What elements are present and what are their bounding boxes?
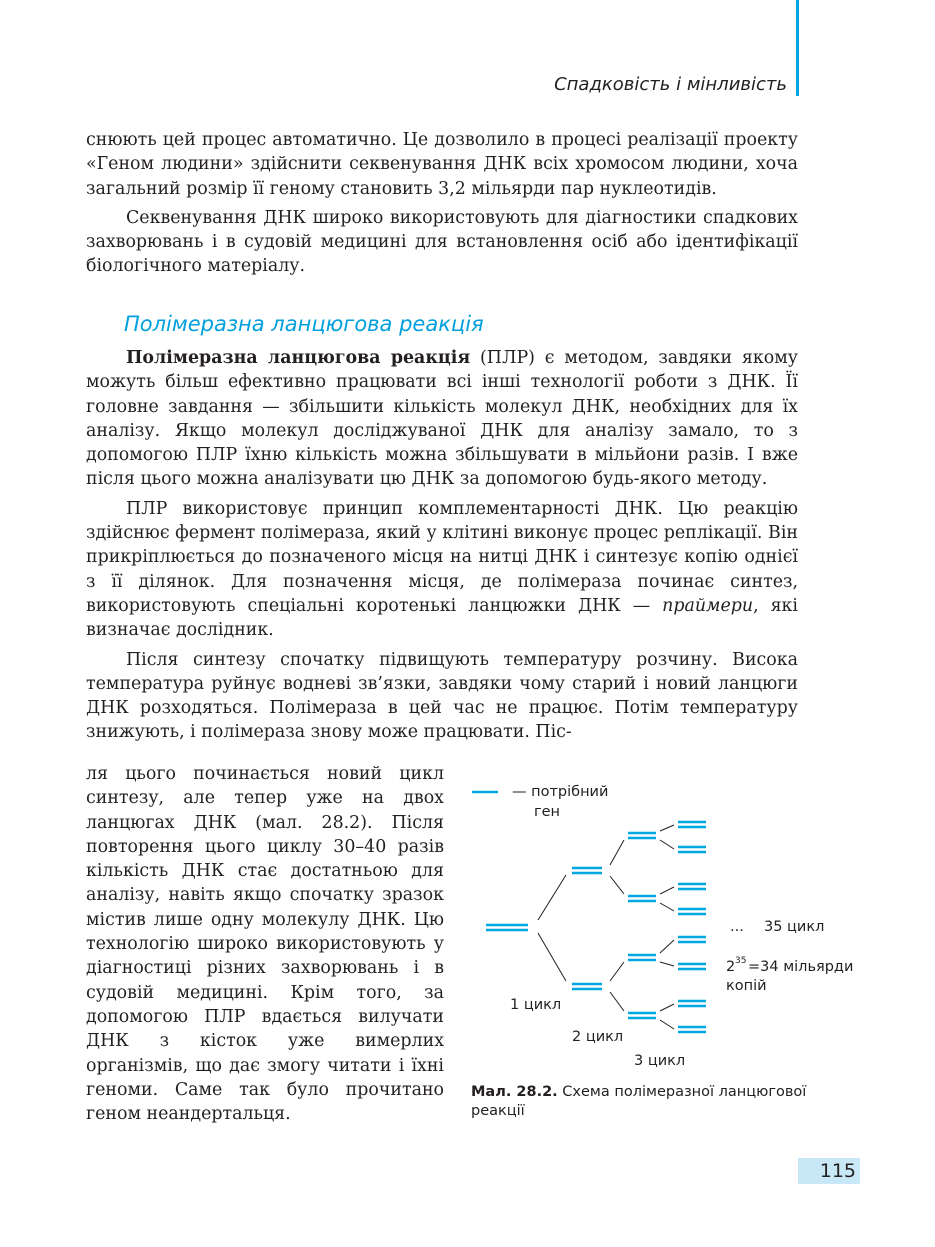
paragraph-1: снюють цей процес автоматично. Це дозволило в процесі реалізації проекту «Геном людини» здійснити секвенування ДНК всіх хромосом людини, хоча загальний розмір її геному становить 3,2 мільярди пар нуклеотидів. <box>86 130 798 199</box>
running-header: Спадковість і мінливість <box>554 74 787 95</box>
section-heading: Полімеразна ланцюгова реакція <box>124 312 484 336</box>
pcr-diagram <box>462 775 882 1075</box>
ellipsis: ... <box>730 919 744 935</box>
paragraph-4-end: , які визначає дослідник. <box>86 595 798 641</box>
paragraph-5-continued: ля цього починається новий цикл синтезу, але тепер уже на двох ланцюгах ДНК (мал. 28.2). Після повторення цього циклу 30–40 разів кількість ДНК стає достатньою для аналізу, навіть якщо спочатку зразок містив лише одну молекулу ДНК. Цю технологію широко використовують у діагностиці різних захворювань і в судовій медицині. Крім того, за допомогою ПЛР вдається вилучати ДНК з кісток уже вимерлих організмів, що дає змогу читати і їхні геноми. Саме так було прочитано геном неандертальця. <box>86 764 444 1125</box>
caption-label: Мал. 28.2. <box>471 1084 558 1100</box>
cycle-1-label: 1 цикл <box>510 997 562 1013</box>
page-number: 115 <box>798 1158 860 1184</box>
paragraph-3 <box>86 346 798 492</box>
term-italic: праймери <box>662 595 754 616</box>
paragraph-2: Секвенування ДНК широко використовують для діагностики спадкових захворювань і в судовій медицині для встановлення осіб або ідентифікації біологічного матеріалу. <box>86 207 798 277</box>
copies-label: копій <box>726 978 767 994</box>
paragraph-4 <box>86 497 798 643</box>
header-accent-bar <box>796 0 799 96</box>
power-exponent: 35 <box>735 956 747 966</box>
main-text <box>86 346 798 750</box>
cycle-3-label: 3 цикл <box>634 1053 686 1069</box>
legend-label-1: — потрібний <box>512 784 609 800</box>
power-base: 2 <box>726 959 736 975</box>
paragraph-5: Після синтезу спочатку підвищують температуру розчину. Висока температура руйнує водневі зв’язки, завдяки чому старий і новий ланцюги ДНК розходяться. Полімераза в цей час не працює. Потім температуру знижують, і полімераза знову може працювати. Піс- <box>86 649 798 743</box>
paragraph-3-text: (ПЛР) є методом, завдяки якому можуть більш ефективно працювати всі інші технології роботи з ДНК. Її головне завдання — збільшити кількість молекул ДНК, необхідних для їх аналізу. Якщо молекул досліджуваної ДНК для аналізу замало, то з допомогою ПЛР їхню кількість можна збільшувати в мільйони разів. І вже після цього можна аналізувати цю ДНК за допомогою будь-якого методу. <box>86 348 798 490</box>
paragraph-4-text: ПЛР використовує принцип комплементарності ДНК. Цю реакцію здійснює фермент полімераза, який у клітині виконує процес реплікації. Він прикріплюється до позначеного місця на нитці ДНК і синтезує копію однієї з її ділянок. Для позначення місця, де полімераза починає синтез, використовують спеціальні коротенькі ланцюжки ДНК — <box>86 498 798 616</box>
figure-caption <box>471 1083 841 1121</box>
cycle-35-label: 35 цикл <box>764 919 825 935</box>
cycle-2-label: 2 цикл <box>572 1029 624 1045</box>
copies-count: =34 мільярди <box>748 959 854 975</box>
caption-text: Схема полімеразної ланцюгової реакції <box>471 1084 807 1119</box>
term-bold: Полімеразна ланцюгова реакція <box>126 348 471 368</box>
dna-strands <box>472 792 706 1032</box>
intro-text <box>86 128 798 284</box>
legend-label-2: ген <box>534 804 561 820</box>
